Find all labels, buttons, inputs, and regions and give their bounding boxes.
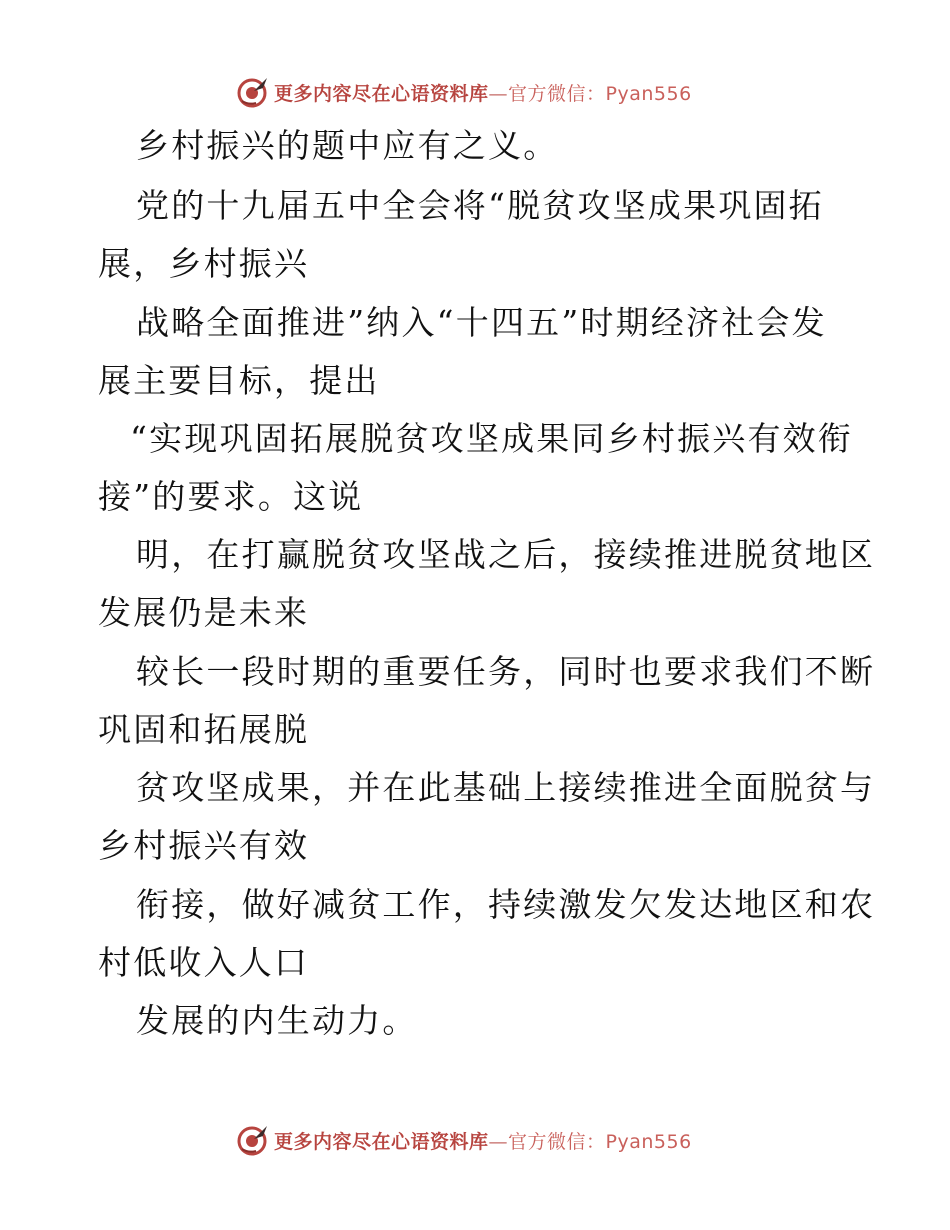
banner-wechat-id: Pyan556 <box>605 1130 692 1153</box>
text-line: 明，在打赢脱贫攻坚战之后，接续推进脱贫地区 <box>136 535 876 574</box>
text-line: 巩固和拓展脱 <box>98 710 310 749</box>
quill-logo-icon <box>236 75 270 109</box>
quill-logo-icon <box>236 1123 270 1157</box>
banner-separator: — <box>488 1130 509 1153</box>
text-line: 战略全面推进”纳入“十四五”时期经济社会发 <box>136 303 827 342</box>
text-line: “实现巩固拓展脱贫攻坚成果同乡村振兴有效衔 <box>130 419 854 458</box>
banner-main-text: 更多内容尽在心语资料库 <box>274 82 489 105</box>
text-line: 衔接，做好减贫工作，持续激发欠发达地区和农 <box>136 885 876 924</box>
text-line: 乡村振兴有效 <box>98 826 310 865</box>
banner-wechat-label: 官方微信： <box>508 1130 606 1153</box>
banner-wechat-label: 官方微信： <box>508 82 606 105</box>
banner-wechat-id: Pyan556 <box>605 82 692 105</box>
text-line: 展，乡村振兴 <box>98 244 310 283</box>
text-line: 接”的要求。这说 <box>98 477 364 516</box>
text-line: 党的十九届五中全会将“脱贫攻坚成果巩固拓 <box>136 186 824 225</box>
footer-watermark-banner <box>0 1120 950 1160</box>
text-line: 较长一段时期的重要任务，同时也要求我们不断 <box>136 652 876 691</box>
text-line: 贫攻坚成果，并在此基础上接续推进全面脱贫与 <box>136 768 876 807</box>
text-line: 村低收入人口 <box>98 943 310 982</box>
header-watermark-banner <box>0 72 950 112</box>
text-line: 发展的内生动力。 <box>136 1001 418 1040</box>
banner-separator: — <box>488 82 509 105</box>
text-line: 乡村振兴的题中应有之义。 <box>136 126 559 165</box>
text-line: 发展仍是未来 <box>98 593 310 632</box>
text-line: 展主要目标，提出 <box>98 361 380 400</box>
banner-main-text: 更多内容尽在心语资料库 <box>274 1130 489 1153</box>
